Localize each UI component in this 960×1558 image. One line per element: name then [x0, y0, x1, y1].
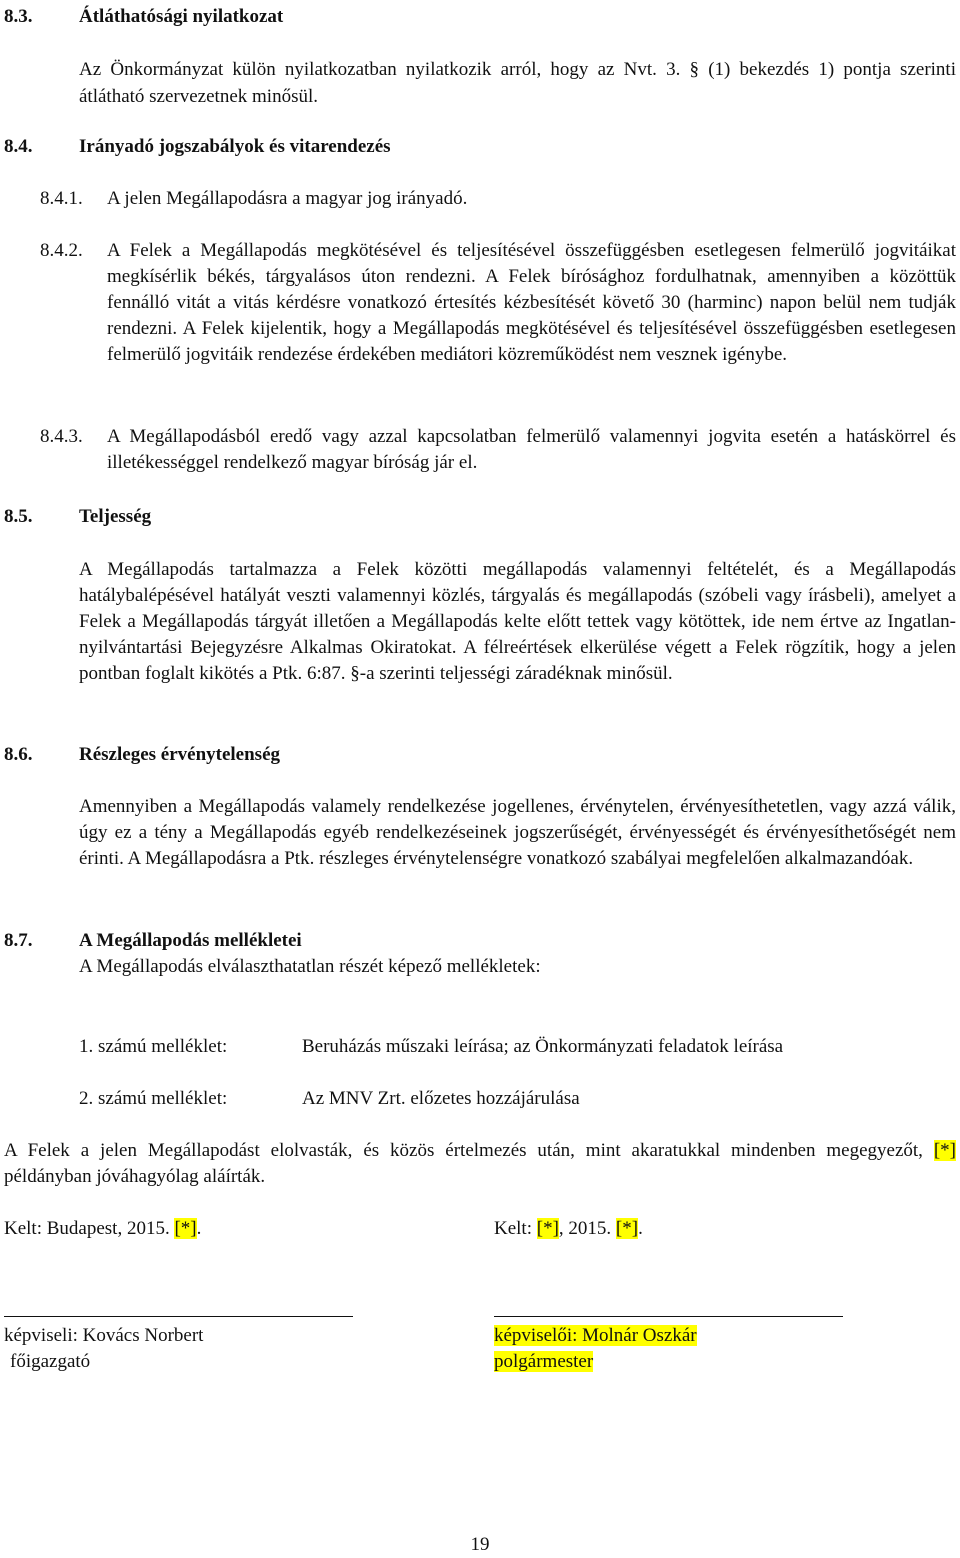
signatory-right-name-text: képviselői: Molnár Oszkár: [494, 1325, 697, 1346]
closing-text-after: példányban jóváhagyólag aláírták.: [4, 1166, 266, 1187]
section-heading-8-7: A Megállapodás mellékletei: [79, 930, 302, 951]
date-left: [4, 1216, 201, 1242]
section-text-8-6: Amennyiben a Megállapodás valamely rendelkezése jogellenes, érvénytelen, érvényesíthetetlen, vagy azzá válik, úgy ez a tény a Megállapodás egyéb rendelkezéseinek jogszerűségét, érvényességét és érvényesíthetőségét nem érinti. A Megállapodásra a Ptk. részleges érvénytelenségre vonatkozó szabályai megfelelően alkalmazandóak.: [79, 796, 956, 869]
date-right-middle: , 2015.: [558, 1218, 612, 1239]
date-right-placeholder-day: [*]: [615, 1218, 639, 1239]
date-left-prefix: Kelt: Budapest, 2015.: [4, 1218, 170, 1239]
date-left-suffix: .: [196, 1218, 202, 1239]
signatory-left-name: képviseli: Kovács Norbert: [4, 1325, 204, 1346]
signatory-right-name: [494, 1323, 697, 1349]
annex-value-1: Beruházás műszaki leírása; az Önkormányzati feladatok leírása: [302, 1036, 784, 1057]
signatory-right-title: [494, 1349, 593, 1375]
section-heading-8-5: Teljesség: [79, 506, 152, 527]
section-heading-8-6: Részleges érvénytelenség: [79, 744, 281, 765]
annex-label-1: 1. számú melléklet:: [79, 1036, 228, 1057]
subsection-text-8-4-3: A Megállapodásból eredő vagy azzal kapcsolatban felmerülő valamennyi jogvita esetén a hatáskörrel és illetékességgel rendelkező magyar bíróság jár el.: [107, 426, 956, 473]
section-text-8-5: A Megállapodás tartalmazza a Felek közötti megállapodás valamennyi feltételét, és a Megállapodás hatálybalépésével hatályát veszti valamennyi közlés, tárgyalás és megállapodás (szóbeli vagy írásbeli), amelyet a Felek a Megállapodás tárgyát illetően a Megállapodás kelte előtt tettek vagy kötöttek, ide nem értve az Ingatlan-nyilvántartási Bejegyzésre Alkalmas Okiratokat. A félreértések elkerülése végett a Felek rögzítik, hogy a jelen pontban foglalt kikötés a Ptk. 6:87. §-a szerinti teljességi záradéknak minősül.: [79, 559, 956, 684]
section-number-8-4: 8.4.: [4, 136, 33, 157]
section-heading-8-3: Átláthatósági nyilatkozat: [79, 6, 284, 27]
date-right-suffix: .: [638, 1218, 643, 1239]
annex-intro: A Megállapodás elválaszthatatlan részét képező mellékletek:: [79, 956, 541, 977]
subsection-text-8-4-1: A jelen Megállapodásra a magyar jog irányadó.: [107, 188, 468, 209]
subsection-number-8-4-1: 8.4.1.: [40, 188, 83, 209]
subsection-text-8-4-2: A Felek a Megállapodás megkötésével és teljesítésével összefüggésben esetlegesen felmerülő jogvitáikat megkísérlik békés, tárgyalásos úton rendezni. A Felek bírósághoz fordulhatnak, amennyiben a közöttük fennálló vitát a vitás kérdésre vonatkozó értesítés kézbesítését követő 30 (harminc) napon belül nem tudják rendezni. A Felek kijelentik, hogy a Megállapodás megkötésével és teljesítésével összefüggésben esetlegesen felmerülő jogvitáik rendezése érdekében mediátori közreműködést nem vesznek igénybe.: [107, 240, 956, 365]
signature-line-right: [494, 1316, 843, 1317]
signature-line-left: [4, 1316, 353, 1317]
signatory-right-title-text: polgármester: [494, 1351, 594, 1372]
section-number-8-5: 8.5.: [4, 506, 33, 527]
date-left-placeholder: [*]: [174, 1218, 197, 1239]
closing-text-before: A Felek a jelen Megállapodást elolvasták, és közös értelmezés után, mint akaratukkal mindenben megegyezőt,: [4, 1140, 923, 1161]
page-number: 19: [470, 1534, 490, 1555]
date-right-placeholder-place: [*]: [536, 1218, 559, 1239]
section-number-8-3: 8.3.: [4, 6, 33, 27]
section-number-8-6: 8.6.: [4, 744, 33, 765]
annex-value-2: Az MNV Zrt. előzetes hozzájárulása: [302, 1088, 580, 1109]
copies-placeholder: [*]: [933, 1140, 957, 1161]
date-right: [494, 1216, 643, 1242]
section-text-8-3: Az Önkormányzat külön nyilatkozatban nyilatkozik arról, hogy az Nvt. 3. § (1) bekezdés 1) pontja szerinti átlátható szervezetnek minősül.: [79, 59, 956, 107]
date-right-prefix: Kelt:: [494, 1218, 532, 1239]
subsection-number-8-4-3: 8.4.3.: [40, 426, 83, 447]
signatory-left-title: főigazgató: [10, 1351, 91, 1372]
subsection-number-8-4-2: 8.4.2.: [40, 240, 83, 261]
section-number-8-7: 8.7.: [4, 930, 33, 951]
annex-label-2: 2. számú melléklet:: [79, 1088, 228, 1109]
section-heading-8-4: Irányadó jogszabályok és vitarendezés: [79, 136, 391, 157]
closing-paragraph: [4, 1138, 956, 1190]
